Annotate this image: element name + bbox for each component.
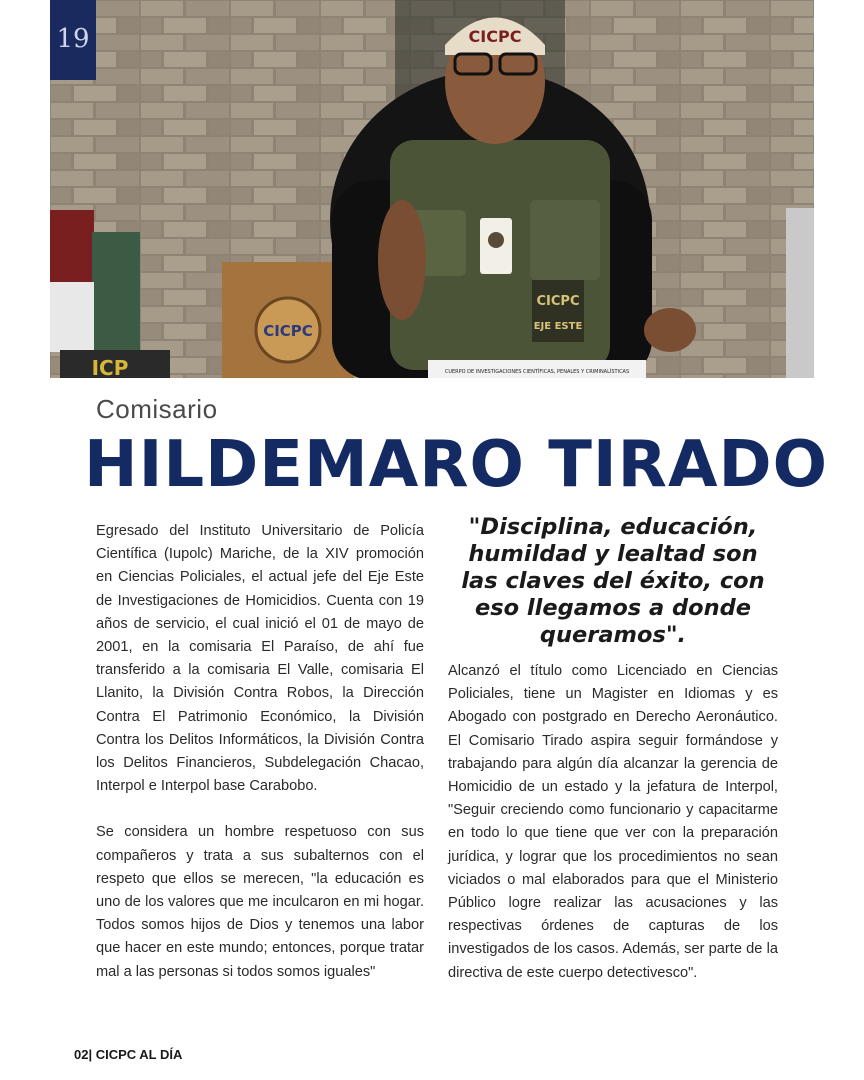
issue-number: 19 [56,24,90,54]
svg-text:ICP: ICP [91,356,129,378]
left-column [96,520,424,1007]
left-paragraph-1: Egresado del Instituto Universitario de Policía Científica (Iupolc) Mariche, de la XIV promoción en Ciencias Policiales, el actual jefe del Eje Este de Investigaciones de Homicidios. Cuenta con 19 años de servicio, el cual inició el 01 de mayo de 2001, en la comisaria El Paraíso, de ahí fue transferido a la comisaria El Valle, comisaria El Llanito, la División Contra Robos, la Dirección Contra El Patrimonio Económico, la División Contra los Delitos Informáticos, la División Contra los Delitos Financieros, Subdelegación Chacao, Interpol e Interpol base Carabobo. [96,523,424,795]
portrait-photo [50,0,814,378]
vest-patch-bottom: EJE ESTE [533,321,583,332]
office-scene-illustration [50,0,814,378]
page-footer: 02| CICPC AL DÍA [74,1047,183,1062]
cap-text: CICPC [468,27,522,46]
pull-quote: "Disciplina, educación, humildad y lealtad son las claves del éxito, con eso llegamos a donde queramos". [461,514,765,648]
vest-patch-top: CICPC [536,294,580,309]
notebook-label: CICPC [263,322,313,340]
nameplate-text: CUERPO DE INVESTIGACIONES CIENTÍFICAS, PENALES Y CRIMINALÍSTICAS [444,369,630,375]
right-paragraph-1: Alcanzó el título como Licenciado en Ciencias Policiales, tiene un Magister en Idiomas y es Abogado con postgrado en Derecho Aeronáutico. El Comisario Tirado aspira seguir formándose y trabajando para algún día alcanzar la gerencia de Homicidio de un estado y la jefatura de Interpol, "Seguir creciendo como funcionario y capacitarme en todo lo que tiene que ver con la preparación jurídica, y lograr que los procedimientos no sean viciados o mal elaborados para que el Ministerio Público logre realizar las acusaciones y las respectivas órdenes de capturas de los investigados de los casos. Además, ser parte de la directiva de este cuerpo detectivesco". [448,663,778,981]
issue-badge [50,0,96,80]
left-paragraph-2: Se considera un hombre respetuoso con sus compañeros y trata a sus subalternos con el respeto que ellos se merecen, "la educación es uno de los valores que me inculcaron en mi hogar. Todos somos hijos de Dios y tenemos una labor que hacer en este mundo; entonces, porque tratar mal a las personas si todos somos iguales" [96,824,424,980]
page-title: HILDEMARO TIRADO [84,428,828,502]
right-column [448,660,778,985]
rank-label: Comisario [96,394,218,424]
